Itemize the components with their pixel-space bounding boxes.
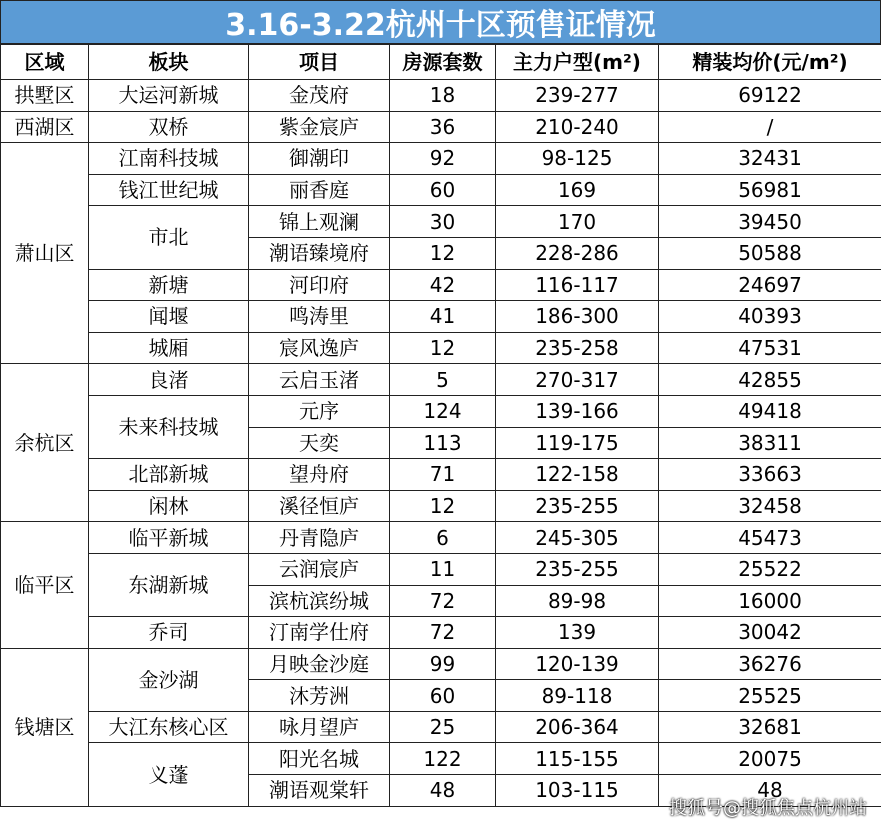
header-unit-size: 主力户型(m²) <box>496 45 659 80</box>
cell-unit-size: 186-300 <box>496 301 659 333</box>
cell-avg-price: 40393 <box>659 301 881 333</box>
cell-avg-price: 30042 <box>659 617 881 649</box>
cell-units: 42 <box>390 269 496 301</box>
cell-unit-size: 235-258 <box>496 332 659 364</box>
cell-avg-price: 25525 <box>659 680 881 712</box>
cell-block: 双桥 <box>89 111 249 143</box>
cell-units: 122 <box>390 743 496 775</box>
cell-unit-size: 270-317 <box>496 364 659 396</box>
cell-units: 18 <box>390 80 496 112</box>
cell-unit-size: 235-255 <box>496 553 659 585</box>
table-title: 3.16-3.22杭州十区预售证情况 <box>0 0 881 44</box>
cell-units: 36 <box>390 111 496 143</box>
cell-avg-price: 25522 <box>659 553 881 585</box>
cell-units: 60 <box>390 174 496 206</box>
table-row <box>1 395 881 427</box>
cell-project: 云润宸庐 <box>249 553 390 585</box>
table-row <box>1 490 881 522</box>
presale-table <box>0 44 881 807</box>
cell-units: 30 <box>390 206 496 238</box>
header-block: 板块 <box>89 45 249 80</box>
table-row <box>1 522 881 554</box>
cell-block: 新塘 <box>89 269 249 301</box>
table-row <box>1 743 881 775</box>
cell-block: 乔司 <box>89 617 249 649</box>
cell-units: 60 <box>390 680 496 712</box>
table-row <box>1 617 881 649</box>
cell-avg-price: 56981 <box>659 174 881 206</box>
cell-project: 宸风逸庐 <box>249 332 390 364</box>
table-row <box>1 269 881 301</box>
cell-avg-price: 39450 <box>659 206 881 238</box>
cell-project: 鸣涛里 <box>249 301 390 333</box>
cell-project: 锦上观澜 <box>249 206 390 238</box>
cell-project: 丹青隐庐 <box>249 522 390 554</box>
header-district: 区域 <box>1 45 89 80</box>
cell-block: 江南科技城 <box>89 143 249 175</box>
cell-avg-price: 48 <box>659 775 881 807</box>
cell-district: 临平区 <box>1 522 89 648</box>
cell-avg-price: 38311 <box>659 427 881 459</box>
cell-block: 未来科技城 <box>89 395 249 458</box>
table-row <box>1 364 881 396</box>
header-units: 房源套数 <box>390 45 496 80</box>
table-row <box>1 332 881 364</box>
cell-avg-price: 50588 <box>659 237 881 269</box>
cell-avg-price: 47531 <box>659 332 881 364</box>
cell-avg-price: 36276 <box>659 648 881 680</box>
cell-project: 潮语观棠轩 <box>249 775 390 807</box>
cell-project: 云启玉渚 <box>249 364 390 396</box>
cell-project: 沐芳洲 <box>249 680 390 712</box>
cell-project: 阳光名城 <box>249 743 390 775</box>
cell-unit-size: 103-115 <box>496 775 659 807</box>
cell-units: 41 <box>390 301 496 333</box>
cell-unit-size: 169 <box>496 174 659 206</box>
cell-project: 滨杭滨纷城 <box>249 585 390 617</box>
cell-avg-price: 42855 <box>659 364 881 396</box>
cell-units: 92 <box>390 143 496 175</box>
cell-district: 钱塘区 <box>1 648 89 806</box>
cell-units: 71 <box>390 459 496 491</box>
cell-avg-price: 32458 <box>659 490 881 522</box>
cell-avg-price: 45473 <box>659 522 881 554</box>
cell-units: 12 <box>390 332 496 364</box>
cell-unit-size: 119-175 <box>496 427 659 459</box>
cell-project: 汀南学仕府 <box>249 617 390 649</box>
cell-block: 大江东核心区 <box>89 711 249 743</box>
cell-units: 99 <box>390 648 496 680</box>
cell-avg-price: 32681 <box>659 711 881 743</box>
cell-units: 12 <box>390 490 496 522</box>
cell-block: 北部新城 <box>89 459 249 491</box>
cell-avg-price: 49418 <box>659 395 881 427</box>
cell-unit-size: 116-117 <box>496 269 659 301</box>
cell-unit-size: 210-240 <box>496 111 659 143</box>
watermark: 搜狐号@搜狐焦点杭州站 <box>669 798 867 819</box>
header-project: 项目 <box>249 45 390 80</box>
cell-block: 大运河新城 <box>89 80 249 112</box>
cell-avg-price: 24697 <box>659 269 881 301</box>
cell-units: 6 <box>390 522 496 554</box>
cell-units: 11 <box>390 553 496 585</box>
cell-units: 124 <box>390 395 496 427</box>
cell-avg-price: 16000 <box>659 585 881 617</box>
cell-project: 月映金沙庭 <box>249 648 390 680</box>
table-body <box>1 80 881 807</box>
cell-unit-size: 235-255 <box>496 490 659 522</box>
cell-units: 5 <box>390 364 496 396</box>
cell-project: 金茂府 <box>249 80 390 112</box>
cell-avg-price: 20075 <box>659 743 881 775</box>
cell-unit-size: 170 <box>496 206 659 238</box>
cell-unit-size: 98-125 <box>496 143 659 175</box>
cell-block: 闻堰 <box>89 301 249 333</box>
cell-block: 城厢 <box>89 332 249 364</box>
cell-unit-size: 89-98 <box>496 585 659 617</box>
cell-avg-price: / <box>659 111 881 143</box>
cell-unit-size: 239-277 <box>496 80 659 112</box>
cell-district: 拱墅区 <box>1 80 89 112</box>
table-row <box>1 301 881 333</box>
cell-avg-price: 32431 <box>659 143 881 175</box>
cell-block: 钱江世纪城 <box>89 174 249 206</box>
cell-avg-price: 33663 <box>659 459 881 491</box>
cell-project: 元序 <box>249 395 390 427</box>
table-row <box>1 143 881 175</box>
cell-units: 72 <box>390 585 496 617</box>
header-avg-price: 精装均价(元/m²) <box>659 45 881 80</box>
cell-block: 闲林 <box>89 490 249 522</box>
cell-project: 紫金宸庐 <box>249 111 390 143</box>
cell-units: 25 <box>390 711 496 743</box>
table-row <box>1 206 881 238</box>
table-row <box>1 80 881 112</box>
table-row <box>1 111 881 143</box>
cell-units: 113 <box>390 427 496 459</box>
cell-block: 良渚 <box>89 364 249 396</box>
cell-unit-size: 206-364 <box>496 711 659 743</box>
cell-block: 金沙湖 <box>89 648 249 711</box>
cell-project: 潮语臻境府 <box>249 237 390 269</box>
cell-units: 48 <box>390 775 496 807</box>
cell-district: 萧山区 <box>1 143 89 364</box>
cell-block: 市北 <box>89 206 249 269</box>
cell-unit-size: 89-118 <box>496 680 659 712</box>
cell-unit-size: 122-158 <box>496 459 659 491</box>
cell-project: 丽香庭 <box>249 174 390 206</box>
table-row <box>1 553 881 585</box>
table-row <box>1 648 881 680</box>
cell-unit-size: 245-305 <box>496 522 659 554</box>
cell-unit-size: 139 <box>496 617 659 649</box>
table-row <box>1 459 881 491</box>
cell-unit-size: 120-139 <box>496 648 659 680</box>
cell-project: 望舟府 <box>249 459 390 491</box>
cell-project: 御潮印 <box>249 143 390 175</box>
cell-project: 咏月望庐 <box>249 711 390 743</box>
table-row <box>1 174 881 206</box>
cell-district: 余杭区 <box>1 364 89 522</box>
cell-block: 义蓬 <box>89 743 249 806</box>
cell-project: 天奕 <box>249 427 390 459</box>
cell-project: 河印府 <box>249 269 390 301</box>
cell-block: 临平新城 <box>89 522 249 554</box>
cell-district: 西湖区 <box>1 111 89 143</box>
cell-unit-size: 228-286 <box>496 237 659 269</box>
cell-units: 12 <box>390 237 496 269</box>
header-row <box>1 45 881 80</box>
cell-unit-size: 139-166 <box>496 395 659 427</box>
table-row <box>1 711 881 743</box>
cell-block: 东湖新城 <box>89 553 249 616</box>
cell-project: 溪径恒庐 <box>249 490 390 522</box>
cell-unit-size: 115-155 <box>496 743 659 775</box>
cell-avg-price: 69122 <box>659 80 881 112</box>
cell-units: 72 <box>390 617 496 649</box>
